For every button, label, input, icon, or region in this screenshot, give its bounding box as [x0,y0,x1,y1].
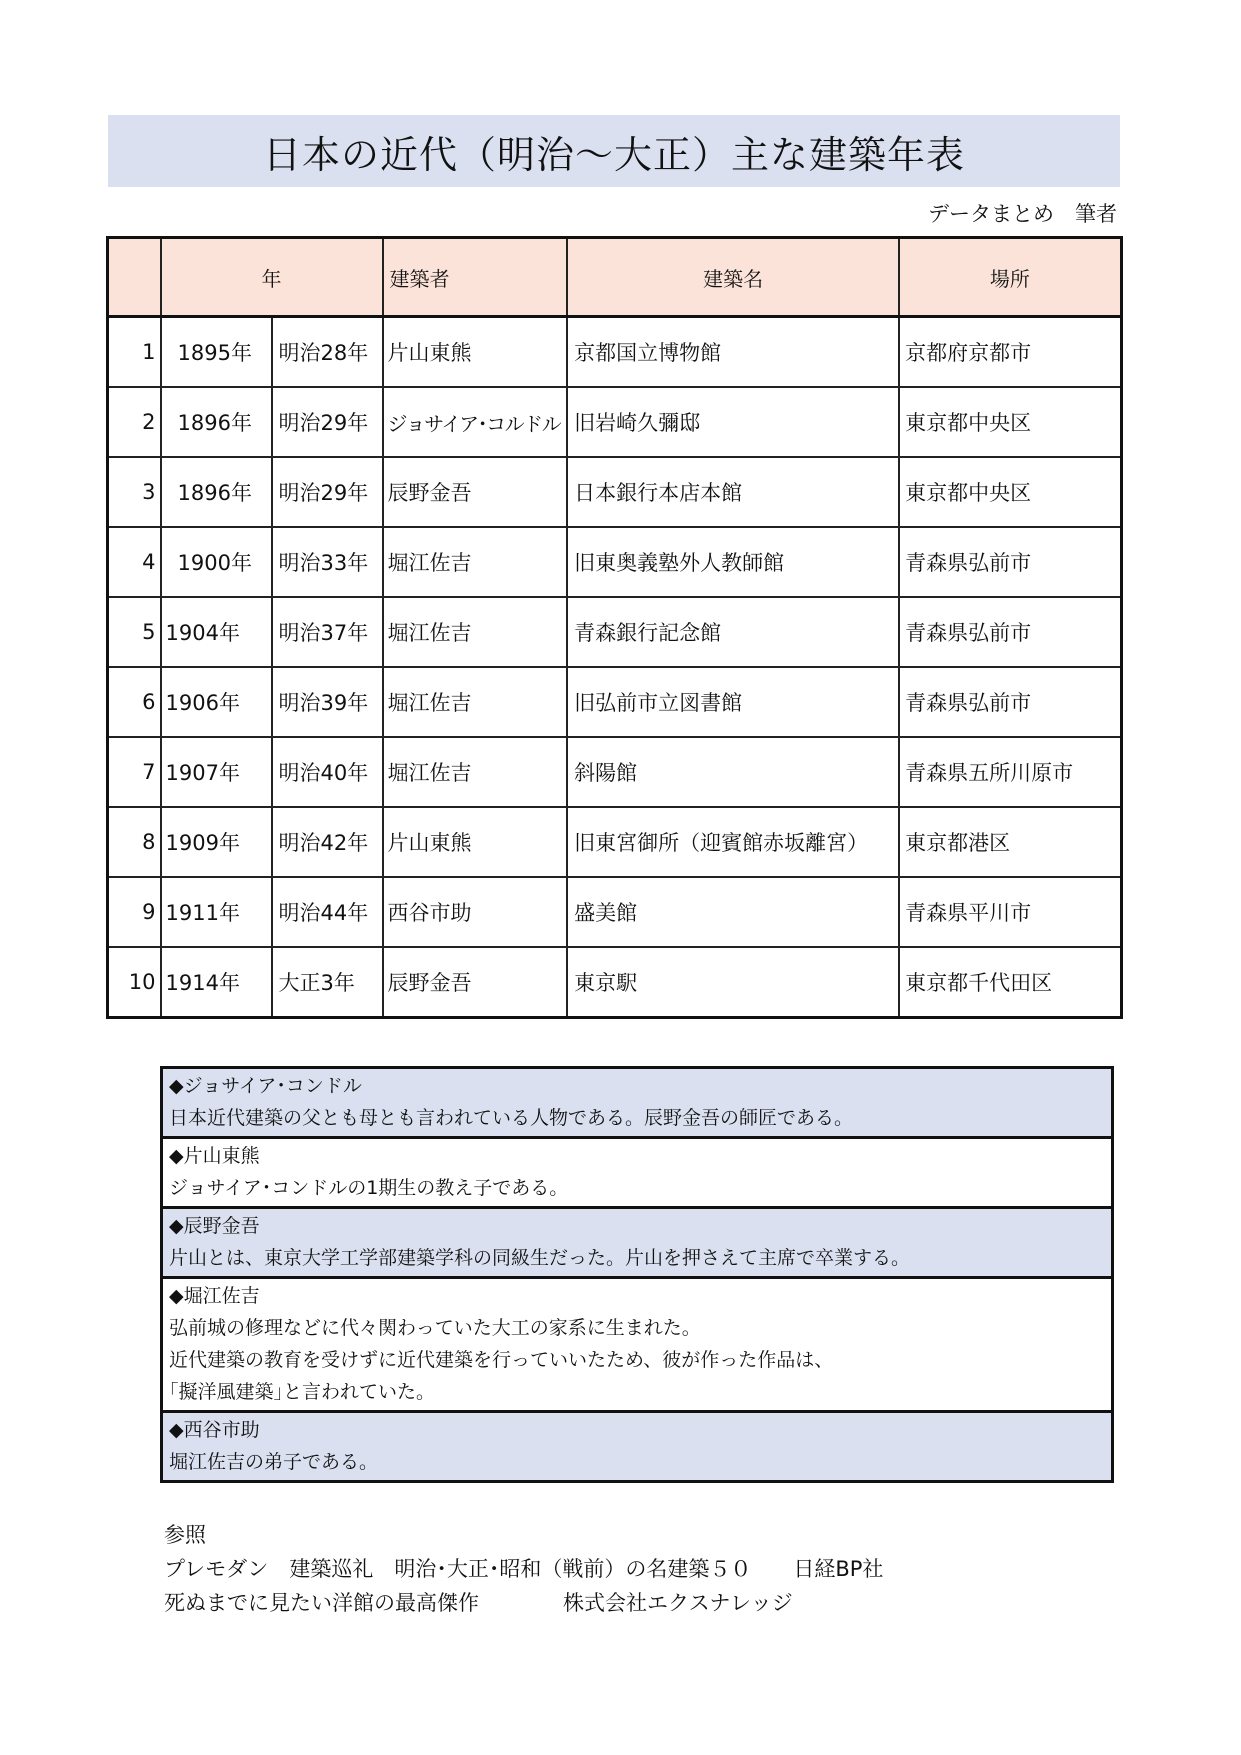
row-building-name: 東京駅 [567,947,899,1018]
row-year: 1914年 [161,947,272,1018]
references-heading: 参照 [164,1523,206,1547]
row-place: 東京都中央区 [899,457,1121,527]
row-place: 青森県平川市 [899,877,1121,947]
row-era: 明治44年 [272,877,383,947]
row-era: 大正3年 [272,947,383,1018]
row-year: 1896年 [161,387,272,457]
note-text: 日本近代建築の父とも母とも言われている人物である。辰野金吾の師匠である。 [169,1107,854,1129]
table-row [108,387,1122,457]
note-text: 弘前城の修理などに代々関わっていた大工の家系に生まれた。 [169,1317,701,1339]
note-text: 片山とは、東京大学工学部建築学科の同級生だった。片山を押さえて主席で卒業する。 [169,1247,911,1269]
credit-text: データまとめ 筆者 [928,202,1117,226]
row-place: 青森県弘前市 [899,667,1121,737]
note-name: ◆ジョサイア･コンドル [169,1075,362,1097]
note-item [163,1069,1111,1139]
row-era: 明治28年 [272,317,383,388]
table-row [108,737,1122,807]
row-architect: ジョサイア･コルドル [383,387,568,457]
row-era: 明治37年 [272,597,383,667]
note-name: ◆堀江佐吉 [169,1285,260,1307]
table-row [108,527,1122,597]
row-index: 2 [108,387,161,457]
row-architect: 辰野金吾 [383,947,568,1018]
table-row [108,667,1122,737]
reference-item: プレモダン 建築巡礼 明治･大正･昭和（戦前）の名建築５０ 日経BP社 [164,1557,884,1581]
row-era: 明治29年 [272,457,383,527]
row-year: 1900年 [161,527,272,597]
note-text: 堀江佐吉の弟子である。 [169,1451,379,1473]
row-architect: 辰野金吾 [383,457,568,527]
header-index [108,238,161,317]
row-era: 明治40年 [272,737,383,807]
note-name: ◆辰野金吾 [169,1215,260,1237]
row-year: 1896年 [161,457,272,527]
row-era: 明治33年 [272,527,383,597]
table-row [108,807,1122,877]
note-text: 近代建築の教育を受けずに近代建築を行っていいたため、彼が作った作品は、 [169,1349,834,1371]
row-building-name: 日本銀行本店本館 [567,457,899,527]
row-era: 明治39年 [272,667,383,737]
row-building-name: 旧岩崎久彌邸 [567,387,899,457]
row-index: 3 [108,457,161,527]
row-architect: 片山東熊 [383,317,568,388]
timeline-table [106,236,1123,1019]
reference-item: 死ぬまでに見たい洋館の最高傑作 株式会社エクスナレッジ [164,1591,793,1615]
header-year: 年 [161,238,383,317]
title-bar [108,115,1120,187]
row-index: 10 [108,947,161,1018]
note-text: ジョサイア･コンドルの1期生の教え子である。 [169,1177,569,1199]
page-title: 日本の近代（明治〜大正）主な建築年表 [262,132,965,177]
row-index: 7 [108,737,161,807]
header-architect: 建築者 [383,238,568,317]
row-architect: 片山東熊 [383,807,568,877]
table-row [108,877,1122,947]
row-architect: 西谷市助 [383,877,568,947]
row-year: 1909年 [161,807,272,877]
row-index: 6 [108,667,161,737]
row-building-name: 斜陽館 [567,737,899,807]
table-header-row [108,238,1122,317]
table-row [108,317,1122,388]
row-building-name: 旧弘前市立図書館 [567,667,899,737]
row-year: 1911年 [161,877,272,947]
row-building-name: 盛美館 [567,877,899,947]
row-architect: 堀江佐吉 [383,597,568,667]
row-index: 1 [108,317,161,388]
row-place: 東京都港区 [899,807,1121,877]
note-item [163,1209,1111,1279]
notes-box [160,1066,1114,1483]
table-row [108,947,1122,1018]
row-index: 8 [108,807,161,877]
row-building-name: 旧東奥義塾外人教師館 [567,527,899,597]
row-year: 1906年 [161,667,272,737]
note-item [163,1279,1111,1413]
row-place: 東京都中央区 [899,387,1121,457]
row-era: 明治42年 [272,807,383,877]
table-row [108,597,1122,667]
row-index: 9 [108,877,161,947]
row-architect: 堀江佐吉 [383,527,568,597]
references [164,1518,883,1620]
row-building-name: 京都国立博物館 [567,317,899,388]
row-year: 1907年 [161,737,272,807]
row-era: 明治29年 [272,387,383,457]
note-text: ｢擬洋風建築｣と言われていた。 [169,1381,436,1403]
row-index: 4 [108,527,161,597]
row-place: 青森県弘前市 [899,597,1121,667]
row-architect: 堀江佐吉 [383,737,568,807]
note-item [163,1139,1111,1209]
row-architect: 堀江佐吉 [383,667,568,737]
row-place: 京都府京都市 [899,317,1121,388]
note-item [163,1413,1111,1480]
note-name: ◆西谷市助 [169,1419,260,1441]
row-year: 1904年 [161,597,272,667]
row-place: 青森県五所川原市 [899,737,1121,807]
row-building-name: 青森銀行記念館 [567,597,899,667]
row-year: 1895年 [161,317,272,388]
row-place: 青森県弘前市 [899,527,1121,597]
row-place: 東京都千代田区 [899,947,1121,1018]
row-index: 5 [108,597,161,667]
header-building: 建築名 [567,238,899,317]
row-building-name: 旧東宮御所（迎賓館赤坂離宮） [567,807,899,877]
header-place: 場所 [899,238,1121,317]
table-row [108,457,1122,527]
note-name: ◆片山東熊 [169,1145,260,1167]
